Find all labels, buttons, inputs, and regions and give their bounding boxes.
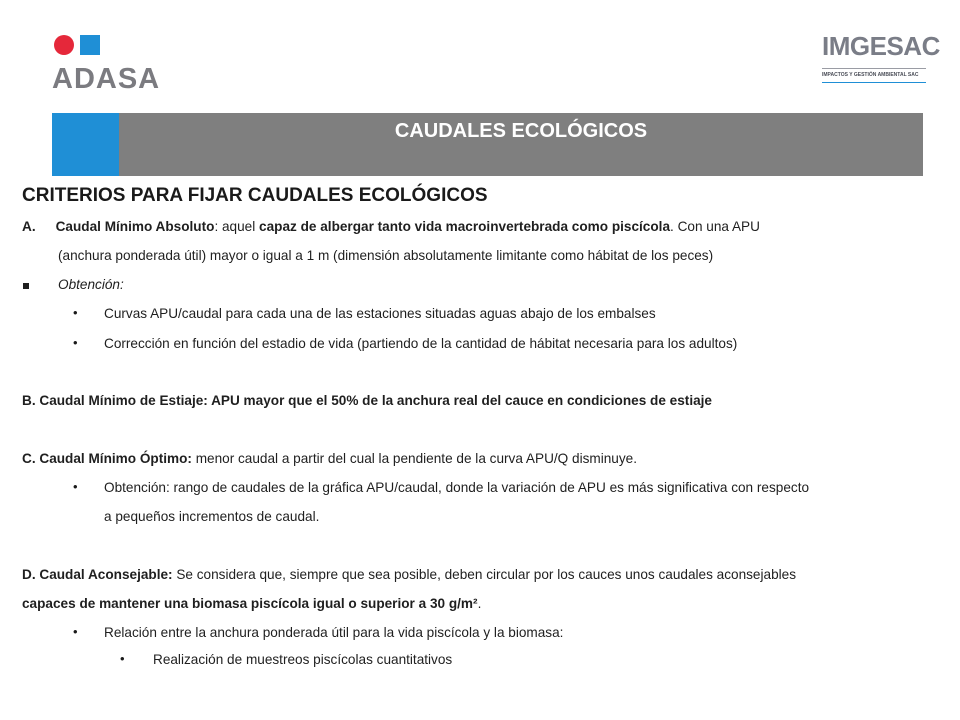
slide-title: CAUDALES ECOLÓGICOS [394,120,648,142]
imgesac-tagline: IMPACTOS Y GESTIÓN AMBIENTAL SAC [822,72,919,78]
section-c-text: menor caudal a partir del cual la pendiente de la curva APU/Q disminuye. [191,451,637,466]
section-d-text: Se considera que, siempre que sea posible, deben circular por los cauces unos caudales aconsejables [172,567,797,582]
section-d-bold: capaces de mantener una biomasa piscícola igual o superior a 30 g/m² [22,596,478,611]
section-d-term: D. Caudal Aconsejable: [22,567,173,582]
section-d-line1 [22,566,796,584]
section-c-line [22,450,637,468]
list-item: Curvas APU/caudal para cada una de las estaciones situadas aguas abajo de los embalses [104,306,656,321]
title-banner [52,113,923,176]
blue-square-icon [80,35,100,55]
section-a-text1: : aquel [214,219,260,234]
section-d-subbullet: Realización de muestreos piscícolas cuantitativos [153,652,453,667]
section-c-bullet-line2: a pequeños incrementos de caudal. [104,509,320,524]
section-d-end: . [477,596,482,611]
section-heading: CRITERIOS PARA FIJAR CAUDALES ECOLÓGICOS [22,185,488,206]
section-a-letter: A. [22,219,36,234]
square-bullet-icon [23,283,29,289]
logo-underline [822,82,926,83]
bullet-icon: • [73,479,78,494]
imgesac-wordmark: IMGESAC [822,31,940,61]
section-c-term: C. Caudal Mínimo Óptimo: [22,451,192,466]
bullet-icon: • [73,305,78,320]
obtencion-label: Obtención: [58,277,124,292]
logo-divider [822,68,926,69]
section-d-line2 [22,595,481,613]
section-b-line: B. Caudal Mínimo de Estiaje: APU mayor que el 50% de la anchura real del cauce en condiciones de estiaje [22,393,712,408]
list-item: Corrección en función del estadio de vida (partiendo de la cantidad de hábitat necesaria para los adultos) [104,336,738,351]
section-a-line1 [22,218,760,236]
section-a-text2: capaz de albergar tanto vida macroinvertebrada como piscícola [259,219,671,234]
red-circle-icon [54,35,74,55]
banner-accent [52,113,119,176]
imgesac-logo [822,31,940,83]
section-a-text3: . Con una APU [670,219,760,234]
bullet-icon: • [120,651,125,666]
section-c-bullet-line1: Obtención: rango de caudales de la gráfica APU/caudal, donde la variación de APU es más significativa con respecto [104,480,810,495]
section-d-bullet: Relación entre la anchura ponderada útil para la vida piscícola y la biomasa: [104,625,564,640]
adasa-wordmark: ADASA [52,63,161,95]
section-a-line2: (anchura ponderada útil) mayor o igual a 1 m (dimensión absolutamente limitante como hábitat de los peces) [58,248,714,263]
bullet-icon: • [73,335,78,350]
bullet-icon: • [73,624,78,639]
section-a-term: Caudal Mínimo Absoluto [55,219,215,234]
